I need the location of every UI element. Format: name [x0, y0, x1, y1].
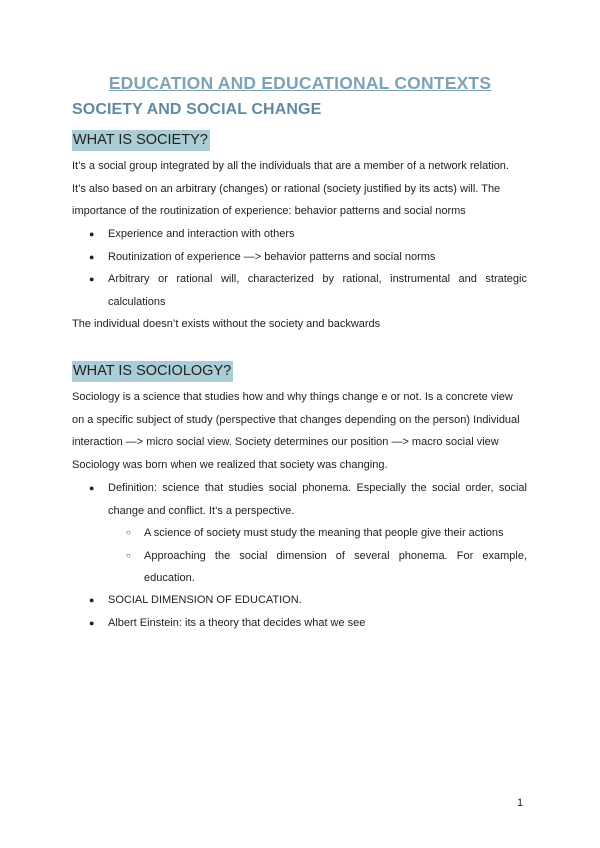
- sociology-paragraph: [72, 386, 527, 476]
- section-heading-society: WHAT IS SOCIETY?: [72, 130, 210, 151]
- society-bullet-list: [89, 223, 527, 313]
- sociology-bullet-list: [89, 477, 527, 522]
- document-title: EDUCATION AND EDUCATIONAL CONTEXTS: [108, 73, 492, 93]
- paragraph-line: interaction —> micro social view. Society determines our position —> macro social view: [72, 436, 499, 448]
- document-subtitle: SOCIETY AND SOCIAL CHANGE: [72, 101, 322, 118]
- list-item: [126, 545, 527, 590]
- list-item: [89, 223, 527, 246]
- list-item-text: SOCIAL DIMENSION OF EDUCATION.: [108, 594, 302, 606]
- list-item: [89, 246, 527, 269]
- list-item: [89, 589, 527, 612]
- bullet-icon: ●: [89, 483, 95, 493]
- section-heading-sociology: WHAT IS SOCIOLOGY?: [72, 361, 233, 382]
- paragraph-line: It’s a social group integrated by all the individuals that are a member of a network relation.: [72, 160, 509, 172]
- bullet-icon: ●: [89, 274, 95, 284]
- bullet-icon: ●: [89, 229, 95, 239]
- list-item-text: A science of society must study the meaning that people give their actions: [144, 527, 504, 539]
- bullet-icon: ●: [89, 595, 95, 605]
- bullet-icon: ●: [89, 251, 95, 262]
- hollow-bullet-icon: ○: [126, 550, 131, 560]
- list-item-text: Approaching the social dimension of several phonema. For example, education.: [144, 549, 527, 584]
- list-item-text: Definition: science that studies social phonema. Especially the social order, social change and conflict. It’s a perspective.: [108, 482, 527, 517]
- page-number: 1: [517, 797, 524, 809]
- sociology-sub-bullet-list: [126, 522, 527, 590]
- society-closing-line: The individual doesn’t exists without the society and backwards: [72, 318, 381, 330]
- paragraph-line: Sociology was born when we realized that society was changing.: [72, 458, 388, 471]
- paragraph-line: It’s also based on an arbitrary (changes) or rational (society justified by its acts) will. The: [72, 182, 501, 195]
- list-item: [89, 268, 527, 313]
- sociology-bullet-list-continued: [89, 589, 527, 634]
- society-paragraph: [72, 155, 527, 223]
- list-item-text: Arbitrary or rational will, characterized by rational, instrumental and strategic calculations: [108, 273, 527, 308]
- bullet-icon: ●: [89, 617, 95, 628]
- hollow-bullet-icon: ○: [126, 528, 131, 537]
- paragraph-line: importance of the routinization of experience: behavior patterns and social norms: [72, 205, 466, 217]
- paragraph-line: on a specific subject of study (perspective that changes depending on the person) Individual: [72, 413, 520, 426]
- list-item-text: Routinization of experience —> behavior patterns and social norms: [108, 250, 436, 263]
- paragraph-line: Sociology is a science that studies how and why things change e or not. Is a concrete view: [72, 391, 513, 403]
- list-item: [126, 522, 527, 545]
- list-item-text: Albert Einstein: its a theory that decides what we see: [108, 616, 366, 629]
- list-item: [89, 612, 527, 635]
- list-item-text: Experience and interaction with others: [108, 228, 295, 240]
- list-item: [89, 477, 527, 522]
